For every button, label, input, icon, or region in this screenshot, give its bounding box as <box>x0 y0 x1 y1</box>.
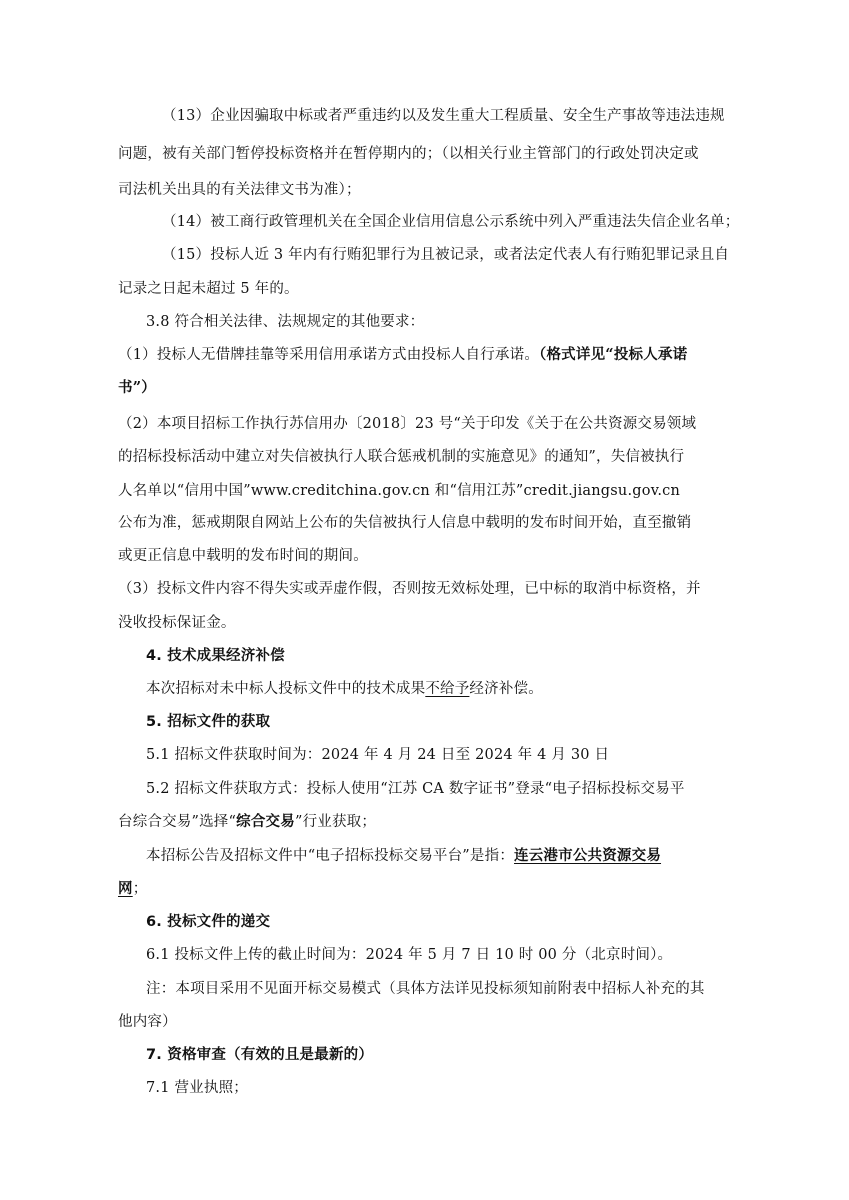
item-15-line-1: （15）投标人近 3 年内有行贿犯罪行为且被记录，或者法定代表人有行贿犯罪记录且自 <box>162 247 730 263</box>
section-6-note-line-2: 他内容） <box>118 1014 177 1030</box>
clause-3-line-2: 没收投标保证金。 <box>118 615 236 631</box>
item-13-line-3: 司法机关出具的有关法律文书为准）； <box>118 182 361 198</box>
item-13-line-1: （13）企业因骗取中标或者严重违约以及发生重大工程质量、安全生产事故等违法违规 <box>162 108 725 124</box>
platform-link-end[interactable]: 网 <box>118 880 133 897</box>
section-7-1: 7.1 营业执照； <box>146 1080 248 1096</box>
section-5-heading: 5. 招标文件的获取 <box>146 714 271 730</box>
platform-link[interactable]: 连云港市公共资源交易 <box>514 847 662 864</box>
section-4-heading: 4. 技术成果经济补偿 <box>146 648 285 664</box>
clause-2-line-4: 公布为准，惩戒期限自网站上公布的失信被执行人信息中载明的发布时间开始，直至撤销 <box>118 515 692 531</box>
section-5-2-bold: 综合交易 <box>236 813 295 830</box>
item-15-line-2: 记录之日起未超过 5 年的。 <box>118 281 299 297</box>
section-5-2-line-1: 5.2 招标文件获取方式：投标人使用“江苏 CA 数字证书”登录“电子招标投标交易平 <box>146 781 685 797</box>
section-4-body <box>146 679 543 699</box>
section-4-underlined: 不给予 <box>425 681 470 697</box>
section-6-heading: 6. 投标文件的递交 <box>146 914 271 930</box>
section-6-1: 6.1 投标文件上传的截止时间为：2024 年 5 月 7 日 10 时 00 分（北京时间）。 <box>146 947 673 963</box>
clause-2-line-5: 或更正信息中载明的发布时间的期间。 <box>118 548 368 564</box>
section-7-heading: 7. 资格审查（有效的且是最新的） <box>146 1047 374 1063</box>
section-4-text-pre: 本次招标对未中标人投标文件中的技术成果 <box>146 681 426 697</box>
clause-1-line-2: 书”） <box>118 379 156 396</box>
clause-2-line-2: 的招标投标活动中建立对失信被执行人联合惩戒机制的实施意见》的通知”，失信被执行 <box>118 449 685 465</box>
section-3-8: 3.8 符合相关法律、法规规定的其他要求： <box>146 314 425 330</box>
clause-2-line-1: （2）本项目招标工作执行苏信用办〔2018〕23 号“关于印发《关于在公共资源交易领域 <box>118 416 697 432</box>
clause-1-format-note: （格式详见“投标人承诺 <box>539 346 688 363</box>
section-5-note-line-2 <box>118 879 147 899</box>
section-6-note-line-1: 注：本项目采用不见面开标交易模式（具体方法详见投标须知前附表中招标人补充的其 <box>146 981 705 997</box>
section-5-note-text: 本招标公告及招标文件中“电子招标投标交易平台”是指： <box>146 848 515 864</box>
section-5-note-end: ； <box>132 881 148 897</box>
clause-2-line-3: 人名单以“信用中国”www.creditchina.gov.cn 和“信用江苏”credit.jiangsu.gov.cn <box>118 483 681 499</box>
clause-1-line-1 <box>118 345 687 365</box>
item-13-line-2: 问题，被有关部门暂停投标资格并在暂停期内的；（以相关行业主管部门的行政处罚决定或 <box>118 146 699 162</box>
section-5-2-text-a: 台综合交易”选择“ <box>118 814 237 830</box>
section-5-note-line-1 <box>146 846 661 866</box>
section-5-2-text-c: ”行业获取； <box>294 814 377 830</box>
section-4-text-post: 经济补偿。 <box>469 681 543 697</box>
item-14-line-1: （14）被工商行政管理机关在全国企业信用信息公示系统中列入严重违法失信企业名单； <box>162 214 740 230</box>
section-5-2-line-2 <box>118 812 376 832</box>
clause-3-line-1: （3）投标文件内容不得失实或弄虚作假，否则按无效标处理，已中标的取消中标资格，并 <box>118 581 701 597</box>
section-5-1: 5.1 招标文件获取时间为：2024 年 4 月 24 日至 2024 年 4 月 30 日 <box>146 747 610 763</box>
clause-1-text: （1）投标人无借牌挂靠等采用信用承诺方式由投标人自行承诺。 <box>118 347 540 363</box>
